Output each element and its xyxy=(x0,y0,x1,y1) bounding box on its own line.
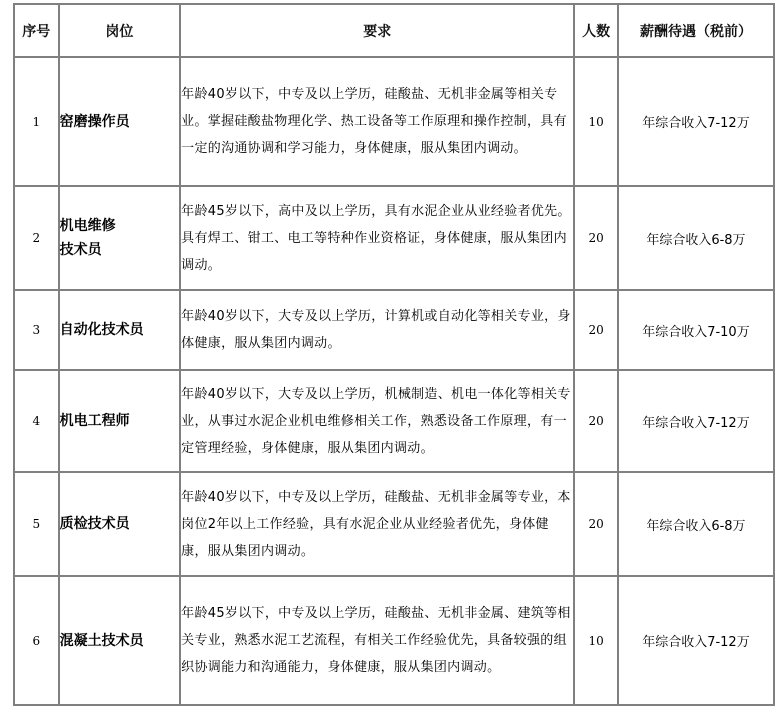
table-row xyxy=(14,57,774,186)
header-salary: 薪酬待遇（税前） xyxy=(618,4,774,57)
table-row xyxy=(14,186,774,290)
job-openings-table xyxy=(13,3,775,706)
row-salary: 年综合收入6-8万 xyxy=(618,472,774,576)
row-position xyxy=(59,576,181,705)
row-position xyxy=(59,290,181,370)
row-headcount: 10 xyxy=(574,576,618,705)
row-salary: 年综合收入7-12万 xyxy=(618,370,774,472)
header-position: 岗位 xyxy=(59,4,181,57)
row-requirements: 年龄45岁以下，高中及以上学历，具有水泥企业从业经验者优先。具有焊工、钳工、电工等特种作业资格证，身体健康，服从集团内调动。 xyxy=(180,186,574,290)
table-row xyxy=(14,370,774,472)
header-headcount: 人数 xyxy=(574,4,618,57)
row-no: 2 xyxy=(14,186,59,290)
row-requirements: 年龄40岁以下，大专及以上学历，机械制造、机电一体化等相关专业，从事过水泥企业机电维修相关工作，熟悉设备工作原理，有一定管理经验，身体健康，服从集团内调动。 xyxy=(180,370,574,472)
row-requirements: 年龄40岁以下，中专及以上学历，硅酸盐、无机非金属等相关专业。掌握硅酸盐物理化学、热工设备等工作原理和操作控制，具有一定的沟通协调和学习能力，身体健康，服从集团内调动。 xyxy=(180,57,574,186)
row-headcount: 20 xyxy=(574,186,618,290)
row-salary: 年综合收入7-10万 xyxy=(618,290,774,370)
row-position xyxy=(59,57,181,186)
row-no: 1 xyxy=(14,57,59,186)
row-requirements: 年龄45岁以下，中专及以上学历，硅酸盐、无机非金属、建筑等相关专业，熟悉水泥工艺流程，有相关工作经验优先，具备较强的组织协调能力和沟通能力，身体健康，服从集团内调动。 xyxy=(180,576,574,705)
row-position xyxy=(59,472,181,576)
row-salary: 年综合收入7-12万 xyxy=(618,576,774,705)
row-requirements: 年龄40岁以下，中专及以上学历，硅酸盐、无机非金属等专业，本岗位2年以上工作经验，具有水泥企业从业经验者优先，身体健康，服从集团内调动。 xyxy=(180,472,574,576)
row-headcount: 20 xyxy=(574,472,618,576)
row-headcount: 20 xyxy=(574,370,618,472)
row-no: 4 xyxy=(14,370,59,472)
position-label-line-2: 技术员 xyxy=(59,242,102,258)
row-no: 6 xyxy=(14,576,59,705)
row-position xyxy=(59,370,181,472)
row-salary: 年综合收入7-12万 xyxy=(618,57,774,186)
header-requirements: 要求 xyxy=(180,4,574,57)
position-label: 混凝土技术员 xyxy=(59,632,144,649)
table-row xyxy=(14,290,774,370)
row-no: 5 xyxy=(14,472,59,576)
row-headcount: 10 xyxy=(574,57,618,186)
row-salary: 年综合收入6-8万 xyxy=(618,186,774,290)
row-requirements: 年龄40岁以下，大专及以上学历，计算机或自动化等相关专业，身体健康，服从集团内调动。 xyxy=(180,290,574,370)
position-label-line-1: 机电维修 xyxy=(59,218,116,234)
table-row xyxy=(14,472,774,576)
header-no: 序号 xyxy=(14,4,59,57)
position-label: 机电工程师 xyxy=(59,413,130,429)
row-no: 3 xyxy=(14,290,59,370)
table-row xyxy=(14,576,774,705)
position-label: 窑磨操作员 xyxy=(59,113,130,130)
row-position xyxy=(59,186,181,290)
table-header-row xyxy=(14,4,774,57)
position-label: 质检技术员 xyxy=(59,516,130,532)
row-headcount: 20 xyxy=(574,290,618,370)
position-label: 自动化技术员 xyxy=(59,322,144,338)
